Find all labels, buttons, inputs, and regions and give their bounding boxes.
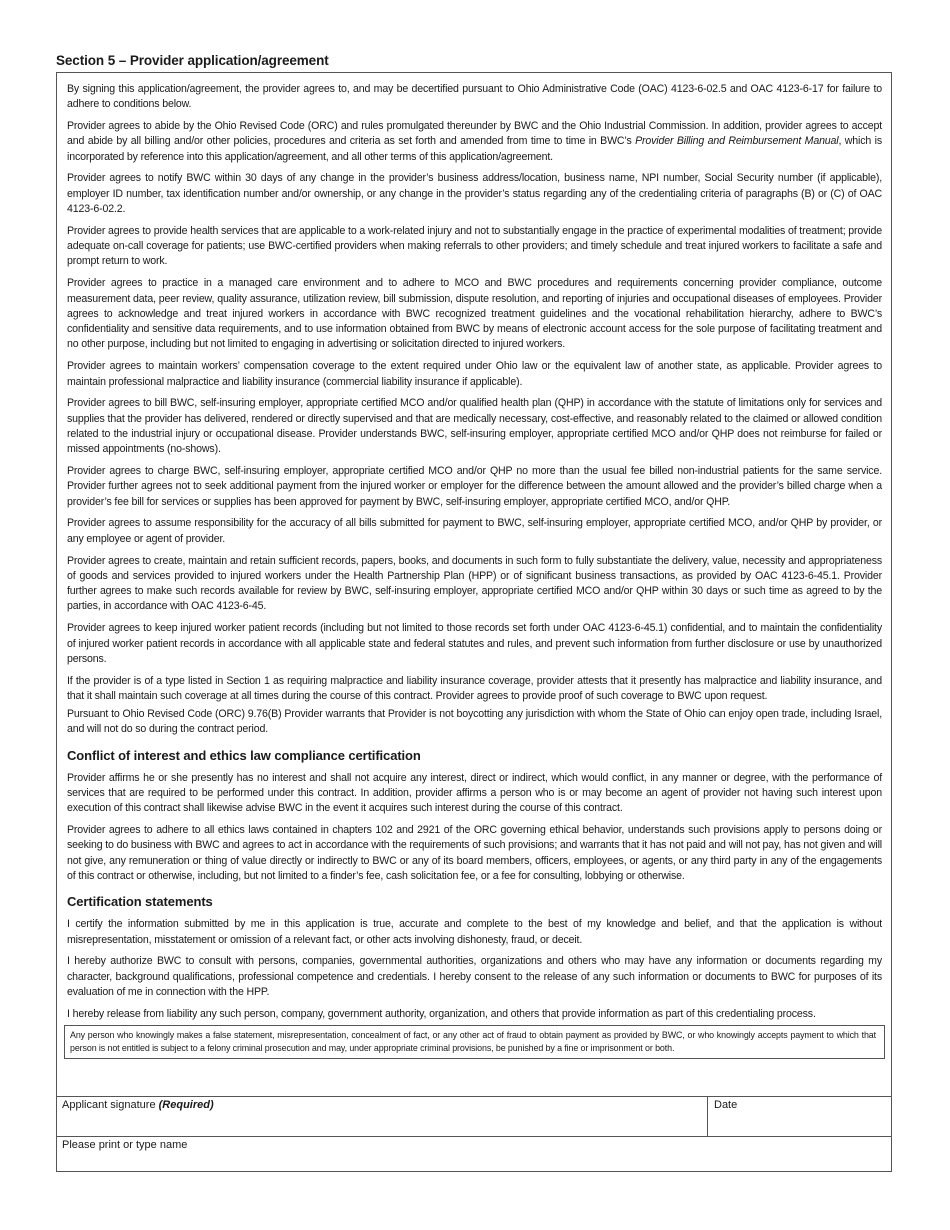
conflict-paragraph-2: Provider agrees to adhere to all ethics laws contained in chapters 102 and 2921 of the ORC governing ethical behavior, understands such provisions apply to persons doing or seeking to do business with BWC and agrees to act in accordance with the requirements of such provisions; and warrants that it has not paid and will not pay, has not given and will not give, any remuneration or thing of value directly or indirectly to BWC or any of its board members, officers, employees, or agents, or any third party in any of the engagements of this contract or otherwise, including, but not limited to a finder’s fee, cash solicitation fee, or a fee for consulting, lobbying or otherwise. [67,824,882,883]
certification-paragraph-3: I hereby release from liability any such person, company, government authority, organization, and others that provide information as part of this credentialing process. [67,1007,816,1020]
certification-paragraph-1: I certify the information submitted by me in this application is true, accurate and complete to the best of my knowledge and belief, and that the application is without misrepresentation, misstatement or omission of a relevant fact, or other acts involving dishonesty, fraud, or deceit. [67,918,882,946]
agreement-content [67,82,882,1059]
required-label: (Required) [158,1099,214,1111]
agreement-box [56,72,892,1172]
section-title: Section 5 – Provider application/agreement [56,53,329,68]
certification-paragraph-2: I hereby authorize BWC to consult with persons, companies, governmental authorities, organizations and others who may have any information or documents regarding my character, background qualifications, professional competence and credentials. I hereby consent to the release of any such information or documents to BWC for purposes of its evaluation of me in connection with the HPP. [67,955,882,999]
agreement-paragraph-8: Provider agrees to charge BWC, self-insuring employer, appropriate certified MCO and/or QHP no more than the usual fee billed non-industrial patients for the same service. Provider further agrees not to seek additional payment from the injured worker or employer for the difference between the amount allowed and the provider’s billed charge when a provider’s fee bill for services or supplies has been approved for payment by BWC, self-insuring employer, appropriate certified MCO, and/or QHP. [67,465,882,508]
agreement-paragraph-2-text-a: Provider agrees to abide by the Ohio Revised Code (ORC) and rules promulgated thereunder by BWC and the Ohio Industrial Commission. In addition, provider agrees to accept and abide by all billing and/or other policies, procedures and criteria as set forth and amended from time to time in BWC’s [67,120,882,148]
agreement-paragraph-12: If the provider is of a type listed in Section 1 as requiring malpractice and liability insurance coverage, provider attests that it presently has malpractice and liability insurance, and that it shall maintain such coverage at all times during the course of this contract. Provider agrees to provide proof of such coverage to BWC upon request. [67,674,882,702]
certification-heading: Certification statements [67,894,213,910]
signature-row [56,1096,892,1136]
agreement-paragraph-5: Provider agrees to practice in a managed care environment and to adhere to MCO and BWC procedures and requirements concerning provider compliance, outcome measurement data, peer review, quality assurance, utilization review, bill submission, dispute resolution, and reporting of injuries and occupational diseases of employees. Provider agrees to acknowledge and treat injured workers in accordance with BWC recognized treatment guidelines and the vocational rehabilitation hierarchy, adhere to BWC’s confidentiality and sensitive data requirements, and to use information obtained from BWC by means of electronic account access for the sole purpose of facilitating treatment and no other purpose, including but not limited to engaging in advertising or solicitation directed to injured workers. [67,277,882,351]
agreement-paragraph-4: Provider agrees to provide health services that are applicable to a work-related injury and not to substantially engage in the practice of experimental modalities of treatment; provide adequate on-call coverage for patients; use BWC-certified providers when making referrals to other providers; and timely schedule and treat injured workers to facilitate a safe and prompt return to work. [67,224,882,268]
date-field[interactable] [708,1097,892,1136]
agreement-paragraph-1: By signing this application/agreement, the provider agrees to, and may be decertified pursuant to Ohio Administrative Code (OAC) 4123-6-02.5 and OAC 4123-6-17 for failure to adhere to conditions below. [67,83,882,111]
agreement-paragraph-2-text-b: , which is incorporated by reference into this application/agreement, and all other terms of this application/agreement. [67,135,882,163]
agreement-paragraph-10: Provider agrees to create, maintain and retain sufficient records, papers, books, and documents in such form to fully substantiate the delivery, value, necessity and appropriateness of goods and services provided to injured workers under the Health Partnership Plan (HPP) or of significant business transactions, as provided by OAC 4123-6-45.1. Provider further agrees to make such records available for review by BWC, self-insuring employer, appropriate certified MCO and/or QHP within 30 days or such time as agreed to by the parties, in accordance with OAC 4123-6-45. [67,554,882,613]
conflict-paragraph-1: Provider affirms he or she presently has no interest and shall not acquire any interest, direct or indirect, which would conflict, in any manner or degree, with the performance of services that are required to be performed under this contract. In addition, provider affirms a person who is or may become an agent of provider not having such interest upon execution of this contract shall likewise advise BWC in the event it acquires such interest during the course of this contract. [67,771,882,815]
conflict-heading: Conflict of interest and ethics law compliance certification [67,747,421,763]
agreement-paragraph-13: Pursuant to Ohio Revised Code (ORC) 9.76(B) Provider warrants that Provider is not boycotting any jurisdiction with whom the State of Ohio can enjoy open trade, including Israel, and will not do so during the contract period. [67,708,882,736]
agreement-paragraph-11: Provider agrees to keep injured worker patient records (including but not limited to those records set forth under OAC 4123-6-45.1) confidential, and to maintain the confidentiality of injured worker patient records in accordance with all applicable state and federal statutes and rules, and prevent such information from further disclosure or use by unauthorized persons. [67,622,882,665]
agreement-paragraph-7: Provider agrees to bill BWC, self-insuring employer, appropriate certified MCO and/or qualified health plan (QHP) in accordance with the statute of limitations only for services and supplies that the provider has delivered, rendered or directly supervised and that are medically necessary, cost-effective, and reasonably related to the claimed or allowed condition related to the industrial injury or occupational disease. Provider understands BWC, self-insuring employer, appropriate certified MCO and/or QHP does not reimburse for failed or missed appointments (no-shows). [67,397,882,456]
billing-manual-title: Provider Billing and Reimbursement Manual [635,135,839,148]
applicant-signature-label: Applicant signature [62,1099,159,1111]
agreement-paragraph-9: Provider agrees to assume responsibility for the accuracy of all bills submitted for payment to BWC, self-insuring employer, appropriate certified MCO, and/or QHP by provider, or any employee or agent of provider. [67,517,882,545]
applicant-signature-field[interactable] [56,1097,708,1136]
agreement-paragraph-2 [67,119,882,165]
print-name-label: Please print or type name [62,1139,188,1151]
print-name-field[interactable] [56,1136,892,1177]
signature-table [56,1096,892,1177]
date-label: Date [714,1099,738,1111]
agreement-paragraph-3: Provider agrees to notify BWC within 30 days of any change in the provider’s business address/location, business name, NPI number, Social Security number (if applicable), employer ID number, tax identification number and/or ownership, or any change in the provider’s status regarding any of the credentialing criteria of paragraphs (B) or (C) of OAC 4123-6-02.2. [67,172,882,216]
agreement-paragraph-6: Provider agrees to maintain workers’ compensation coverage to the extent required under Ohio law or the equivalent law of another state, as applicable. Provider agrees to maintain professional malpractice and liability insurance (commercial liability insurance if applicable). [67,360,882,388]
fraud-warning: Any person who knowingly makes a false statement, misrepresentation, concealment of fact, or any other act of fraud to obtain payment as provided by BWC, or who knowingly accepts payment to which that person is not entitled is subject to a felony criminal prosecution and may, under appropriate criminal provisions, be punished by a fine or imprisonment or both. [64,1025,885,1059]
